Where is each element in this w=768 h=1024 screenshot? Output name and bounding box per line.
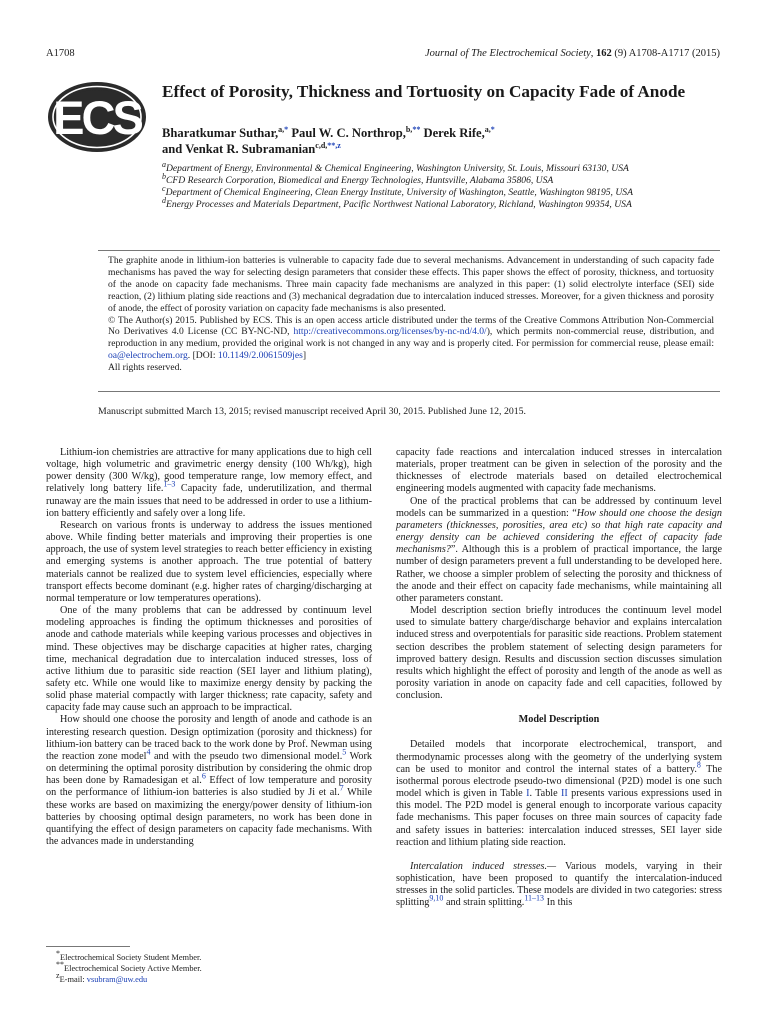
- journal-citation: Journal of The Electrochemical Society, 162 (9) A1708-A1717 (2015): [424, 48, 720, 59]
- affiliation: $^d$Energy Processes and Materials Department, Pacific Northwest National Laboratory, Richland, Washington 99354, USA: [162, 195, 632, 210]
- table-link[interactable]: I: [526, 788, 530, 800]
- journal-issue-pages: (9) A1708-A1717 (2015): [614, 48, 720, 59]
- paragraph: One of the practical problems that can be addressed by continuum level models can be summarized in a question: “How should one choose the design parameters (thicknesses, porosities, area etc) so that high rate capacity and energy density can be achieved considering the effect of capacity fade mechanisms?”. Although this is a problem of practical importance, the large number of design parameters prevent a full understanding to be developed here. Rather, we choose a simpler problem of selecting the porosity and thickness of the anode and their effect on capacity fade mechanisms, while maintaining all other parameters constant.: [396, 495, 722, 604]
- citation-ref[interactable]: 4: [146, 747, 151, 757]
- author-name: and Venkat R. Subramanian: [162, 142, 316, 156]
- footnote: zE-mail: vsubram@uw.edu: [56, 971, 148, 984]
- author-name: Paul W. C. Northrop,: [291, 126, 406, 140]
- citation-ref[interactable]: 5: [342, 747, 347, 757]
- footnote: **Electrochemical Society Active Member.: [56, 960, 202, 973]
- subsection-heading: Intercalation induced stresses.—: [410, 860, 557, 872]
- footnote-divider: [46, 946, 130, 947]
- section-heading: Model Description: [518, 714, 600, 726]
- citation-ref[interactable]: 1–3: [163, 480, 176, 490]
- paragraph: One of the many problems that can be addressed by continuum level modeling approaches is finding the optimum thicknesses and porosities of anode and cathode materials while keeping various processes and objectives in mind. These objectives may be discharge capacities at higher rates, charging time, mechanical degradation due to intercalation induced stresses, loss of active lithium due to parasitic side reaction (SEI layer and lithium plating), safety etc. While one would like to maximize energy density by packing the solid phase material compactly with larger thickness; rate capacity, safety and capacity fade may cause such an approach to be impractical.: [46, 605, 372, 714]
- doi-link[interactable]: 10.1149/2.0061509jes: [217, 350, 303, 362]
- author-name: Derek Rife,: [423, 126, 485, 140]
- footnotes: [56, 949, 376, 985]
- affiliation: $^b$CFD Research Corporation, Biomedical and Energy Technologies, Huntsville, Alabama 35806, USA: [162, 171, 554, 186]
- journal-name: Journal of The Electrochemical Society: [424, 48, 591, 59]
- ecs-logo: [46, 80, 148, 154]
- copyright-notice: © The Author(s) 2015. Published by ECS. This is an open access article distributed under the terms of the Creative Commons Attribution Non-Commercial No Derivatives 4.0 License (CC BY-NC-ND, http://creativecommons.org/licenses/by-nc-nd/4.0/), which permits non-commercial reuse, distribution, and reproduction in any medium, provided the original work is not changed in any way and is properly cited. For permission for commercial reuse, please email: oa@electrochem.org. [DOI: 10.1149/2.0061509jes]: [108, 314, 714, 362]
- citation-ref[interactable]: 7: [339, 783, 344, 793]
- article-title: Effect of Porosity, Thickness and Tortuosity on Capacity Fade of Anode: [162, 82, 686, 101]
- research-question: How should one choose the design parameters (thicknesses, porosities, area etc) so that high rate capacity and energy density can be achieved considering the effect of capacity fade mechanisms?: [396, 507, 722, 556]
- affiliation: $^c$Department of Chemical Engineering, Clean Energy Institute, University of Washington, Seattle, Washington 98195, USA: [162, 183, 633, 198]
- author-list: Bharatkumar Suthar,$^{a,*}$ Paul W. C. Northrop,$^{b,**}$ Derek Rife,$^{a,*}$ and Venkat R. Subramanian$^{c,d,**,z}$: [162, 124, 495, 156]
- citation-ref[interactable]: 8: [696, 760, 701, 770]
- citation-ref[interactable]: 9,10: [429, 893, 444, 903]
- affiliation: $^a$Department of Energy, Environmental & Chemical Engineering, Washington University, St. Louis, Missouri 63130, USA: [162, 159, 629, 174]
- permissions-email-link[interactable]: oa@electrochem.org: [108, 350, 188, 362]
- paragraph: capacity fade reactions and intercalation induced stresses in intercalation materials, proper treatment can be given in selection of the porosity and the thicknesses of electrode materials based on detailed electrochemical engineering models augmented with capacity fade mechanisms.: [396, 447, 722, 495]
- journal-volume: 162: [596, 48, 612, 59]
- author-name: Bharatkumar Suthar,: [162, 126, 279, 140]
- page-number: A1708: [46, 48, 75, 59]
- body-column-right: [396, 447, 722, 909]
- paragraph: How should one choose the porosity and length of anode and cathode is an interesting research question. Design optimization (porosity and thickness) for lithium-ion battery can be traced back to the work done by Prof. Newman using the reaction zone model$^4$ and with the pseudo two dimensional model.$^5$ Work on determining the optimal porosity distribution by considering the ohmic drop has been done by Ramadesigan et al.$^6$ Effect of low temperature and porosity on the performance of lithium-ion batteries is also studied by Ji et al.$^7$ While these works are based on maximizing the energy/power density of lithium-ion batteries by choosing optimal design parameters, no work has been done in quantifying the effect of design parameters on capacity fade mechanisms. With the advances made in understanding: [46, 714, 373, 847]
- abstract-body: The graphite anode in lithium-ion batteries is vulnerable to capacity fade due to several mechanisms. Advancement in understanding of such capacity fade mechanisms has paved the way for selecting design parameters that consider these effects. This paper shows the effect of porosity, thickness, and tortuosity of the anode on capacity fade mechanisms. Three main capacity fade mechanisms are analyzed in this paper: (1) solid electrolyte interface (SEI) side reaction, (2) lithium plating side reactions and (3) mechanical degradation due to intercalation induced stresses. Moreover, for a given thickness and porosity of anode, the effect of porosity variation on capacity fade mechanisms is also presented.: [108, 255, 714, 314]
- abstract: [108, 255, 714, 374]
- paragraph: Detailed models that incorporate electrochemical, transport, and thermodynamic processes along with the geometry of the underlying system can be used to monitor and control the internal states of a battery.$^8$ The isothermal porous electrode pseudo-two dimensional (P2D) model is one such model which is given in Table I. Table II presents various expressions used in this model. The P2D model is general enough to incorporate various capacity fade mechanisms. This paper focuses on three main sources of capacity fade and safety issues in batteries: intercalation induced stresses, SEI layer side reaction and lithium plating side reaction.: [396, 739, 723, 848]
- paragraph: Research on various fronts is underway to address the issues mentioned above. While finding better materials and improving their properties is one approach, the use of system level strategies to reach better efficiency in existing and emerging systems is another approach. The true potential of battery materials cannot be realized due to system level efficiencies, especially where transport effects become dominant (e.g. higher rates of charging/discharging at normal temperature or low temperatures operations).: [46, 519, 372, 604]
- paragraph: Intercalation induced stresses.— Various models, varying in their sophistication, have been proposed to quantify the intercalation-induced stresses in the solid particles. These models are divided in two categories: stress splitting$^{9,10}$ and strain splitting.$^{11-13}$ In this: [396, 860, 722, 909]
- citation-ref[interactable]: 11–13: [524, 893, 545, 903]
- paragraph: Model description section briefly introduces the continuum level model used to simulate battery charge/discharge behavior and explains intercalation induced stress and overpotentials for parasitic side reactions. Problem statement section describes the problem statement of selecting design parameters for improved battery design. Results and discussion section discusses simulation results which highlight the effect of porosity and length of the anode as well as porosity variation in anode on capacity fade and cell capacities, followed by conclusion.: [396, 605, 722, 702]
- license-link[interactable]: http://creativecommons.org/licenses/by-nc-nd/4.0/: [293, 326, 487, 338]
- footnote: *Electrochemical Society Student Member.: [56, 949, 202, 962]
- affiliations: [162, 159, 722, 211]
- author-email-link[interactable]: vsubram@uw.edu: [86, 975, 148, 984]
- manuscript-dates: Manuscript submitted March 13, 2015; revised manuscript received April 30, 2015. Published June 12, 2015.: [98, 406, 527, 417]
- table-link[interactable]: II: [561, 788, 568, 800]
- paragraph: Lithium-ion chemistries are attractive for many applications due to high cell voltage, high volumetric and gravimetric energy density (100 Wh/kg), high power density (300 W/kg), good temperature range, low memory effect, and relatively long battery life.$^{1-3}$ Capacity fade, underutilization, and thermal runaway are the main issues that need to be addressed in order to use a lithium-ion battery efficiently and safely over a long life.: [46, 447, 372, 519]
- body-column-left: [46, 447, 372, 848]
- rights-statement: All rights reserved.: [108, 362, 182, 374]
- citation-ref[interactable]: 6: [201, 771, 206, 781]
- svg-text:ECS: ECS: [53, 91, 141, 144]
